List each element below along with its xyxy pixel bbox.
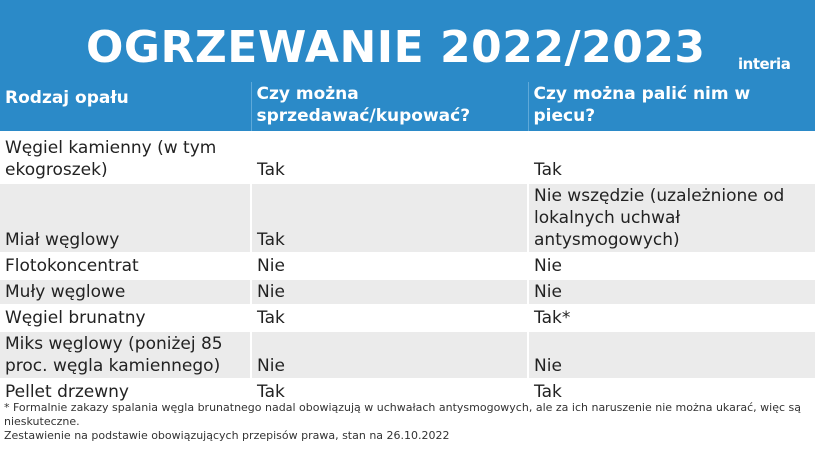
cell-fuel-type: Miał węglowy (5, 230, 120, 250)
cell-can-burn: Nie (528, 253, 815, 279)
cell-fuel-type: Węgiel brunatny (5, 308, 146, 328)
cell-can-buy: Nie (251, 253, 528, 279)
table-row (0, 183, 815, 253)
cell-fuel-type: Flotokoncentrat (5, 256, 139, 276)
table-row (0, 331, 815, 379)
cell-can-burn: Nie wszędzie (uzależnione od lokalnych uchwał antysmogowych) (528, 183, 815, 253)
table-row (0, 305, 815, 331)
footnote-disclaimer: * Formalnie zakazy spalania węgla brunatnego nadal obowiązują w uchwałach antysmogowych, ale za ich naruszenie nie można ukarać, więc są nieskuteczne. (4, 401, 801, 428)
table-row (0, 131, 815, 183)
cell-fuel-type: Węgiel kamienny (w tym ekogroszek) (5, 138, 217, 180)
table-header-row (0, 82, 815, 131)
cell-fuel-type: Pellet drzewny (5, 382, 129, 402)
table-row (0, 279, 815, 305)
cell-can-buy: Tak (251, 379, 528, 405)
footnote-source: Zestawienie na podstawie obowiązujących przepisów prawa, stan na 26.10.2022 (4, 429, 450, 442)
cell-can-burn: Tak* (528, 305, 815, 331)
header-can-burn: Czy można palić nim w piecu? (528, 82, 815, 131)
header-banner (0, 0, 815, 82)
footnote (4, 401, 812, 443)
cell-can-buy: Tak (251, 305, 528, 331)
interia-logo: interia (738, 55, 791, 73)
page-title: OGRZEWANIE 2022/2023 (86, 22, 706, 73)
cell-can-burn: Nie (528, 331, 815, 379)
cell-can-buy: Nie (251, 331, 528, 379)
table-row (0, 253, 815, 279)
fuel-table (0, 82, 815, 406)
cell-fuel-type: Muły węglowe (5, 282, 126, 302)
cell-can-buy: Nie (251, 279, 528, 305)
header-can-buy: Czy można sprzedawać/kupować? (251, 82, 528, 131)
cell-fuel-type: Miks węglowy (poniżej 85 proc. węgla kamiennego) (5, 334, 223, 376)
cell-can-burn: Nie (528, 279, 815, 305)
cell-can-burn: Tak (528, 379, 815, 405)
cell-can-buy: Tak (251, 183, 528, 253)
cell-can-buy: Tak (251, 131, 528, 183)
header-fuel-type: Rodzaj opału (5, 88, 129, 108)
cell-can-burn: Tak (528, 131, 815, 183)
